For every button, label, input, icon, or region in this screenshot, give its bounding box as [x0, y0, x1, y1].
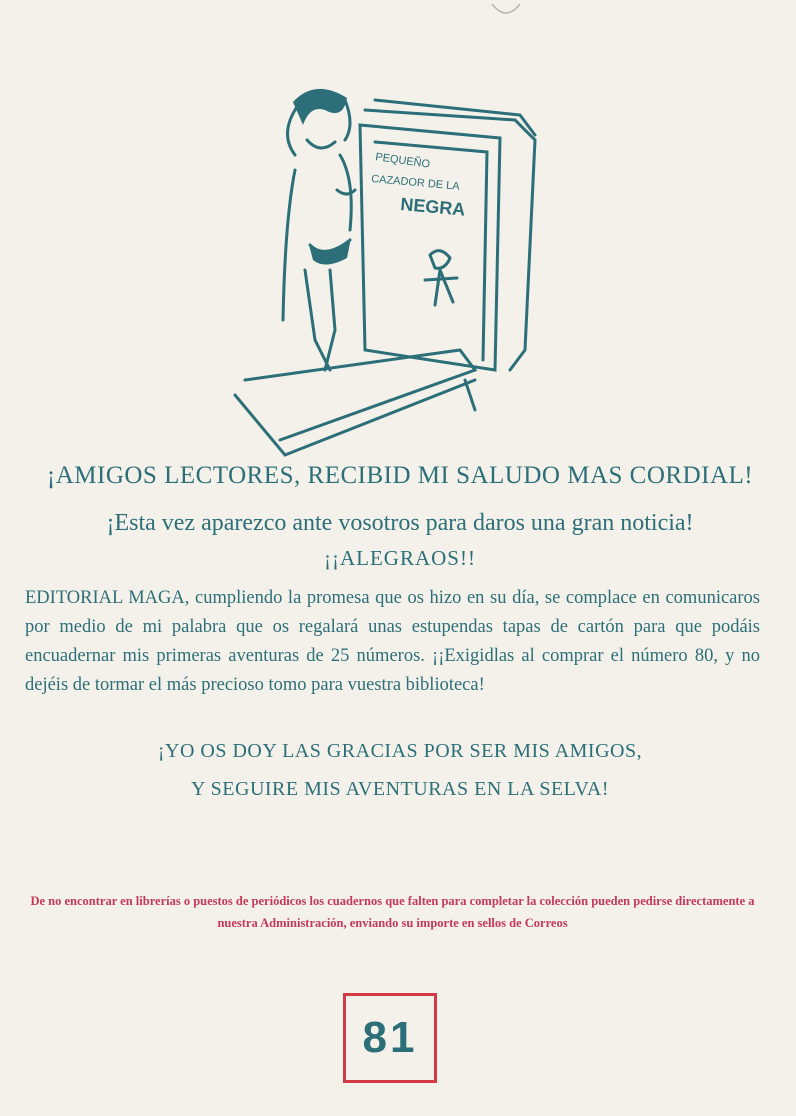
- book-title-line2: CAZADOR DE LA: [370, 173, 461, 193]
- exclamation-line: ¡¡ALEGRAOS!!: [324, 546, 476, 570]
- closing-line-1: ¡YO OS DOY LAS GRACIAS POR SER MIS AMIGOS,: [157, 740, 643, 762]
- body-paragraph: EDITORIAL MAGA, cumpliendo la promesa que os hizo en su día, se complace en comunicaros por medio de mi palabra que os regalará unas estupendas tapas de cartón para que podáis encuadernar mis primeras aventuras de 25 números. ¡¡Exigidlas al comprar el número 80, y no dejéis de tormar el más precioso tomo para vuestra biblioteca!: [25, 588, 760, 695]
- main-heading: ¡AMIGOS LECTORES, RECIBID MI SALUDO MAS CORDIAL!: [46, 462, 754, 489]
- girl-with-book-illustration: [225, 80, 555, 460]
- closing-line-2: Y SEGUIRE MIS AVENTURAS EN LA SELVA!: [190, 778, 610, 800]
- paper-mark: [488, 0, 524, 22]
- ordering-notice: De no encontrar en librerías o puestos de periódicos los cuadernos que falten para completar la colección pueden pedirse directamente a nuestra Administración, enviando su importe en sellos de Correos: [30, 894, 755, 930]
- announcement-line: ¡Esta vez aparezco ante vosotros para daros una gran noticia!: [106, 510, 694, 536]
- book-title-line1: PEQUEÑO: [374, 151, 431, 171]
- closing-message: [20, 732, 780, 808]
- book-title-line3: NEGRA: [399, 194, 467, 220]
- page-number: 81: [362, 1013, 418, 1062]
- page-number-box: [343, 993, 437, 1083]
